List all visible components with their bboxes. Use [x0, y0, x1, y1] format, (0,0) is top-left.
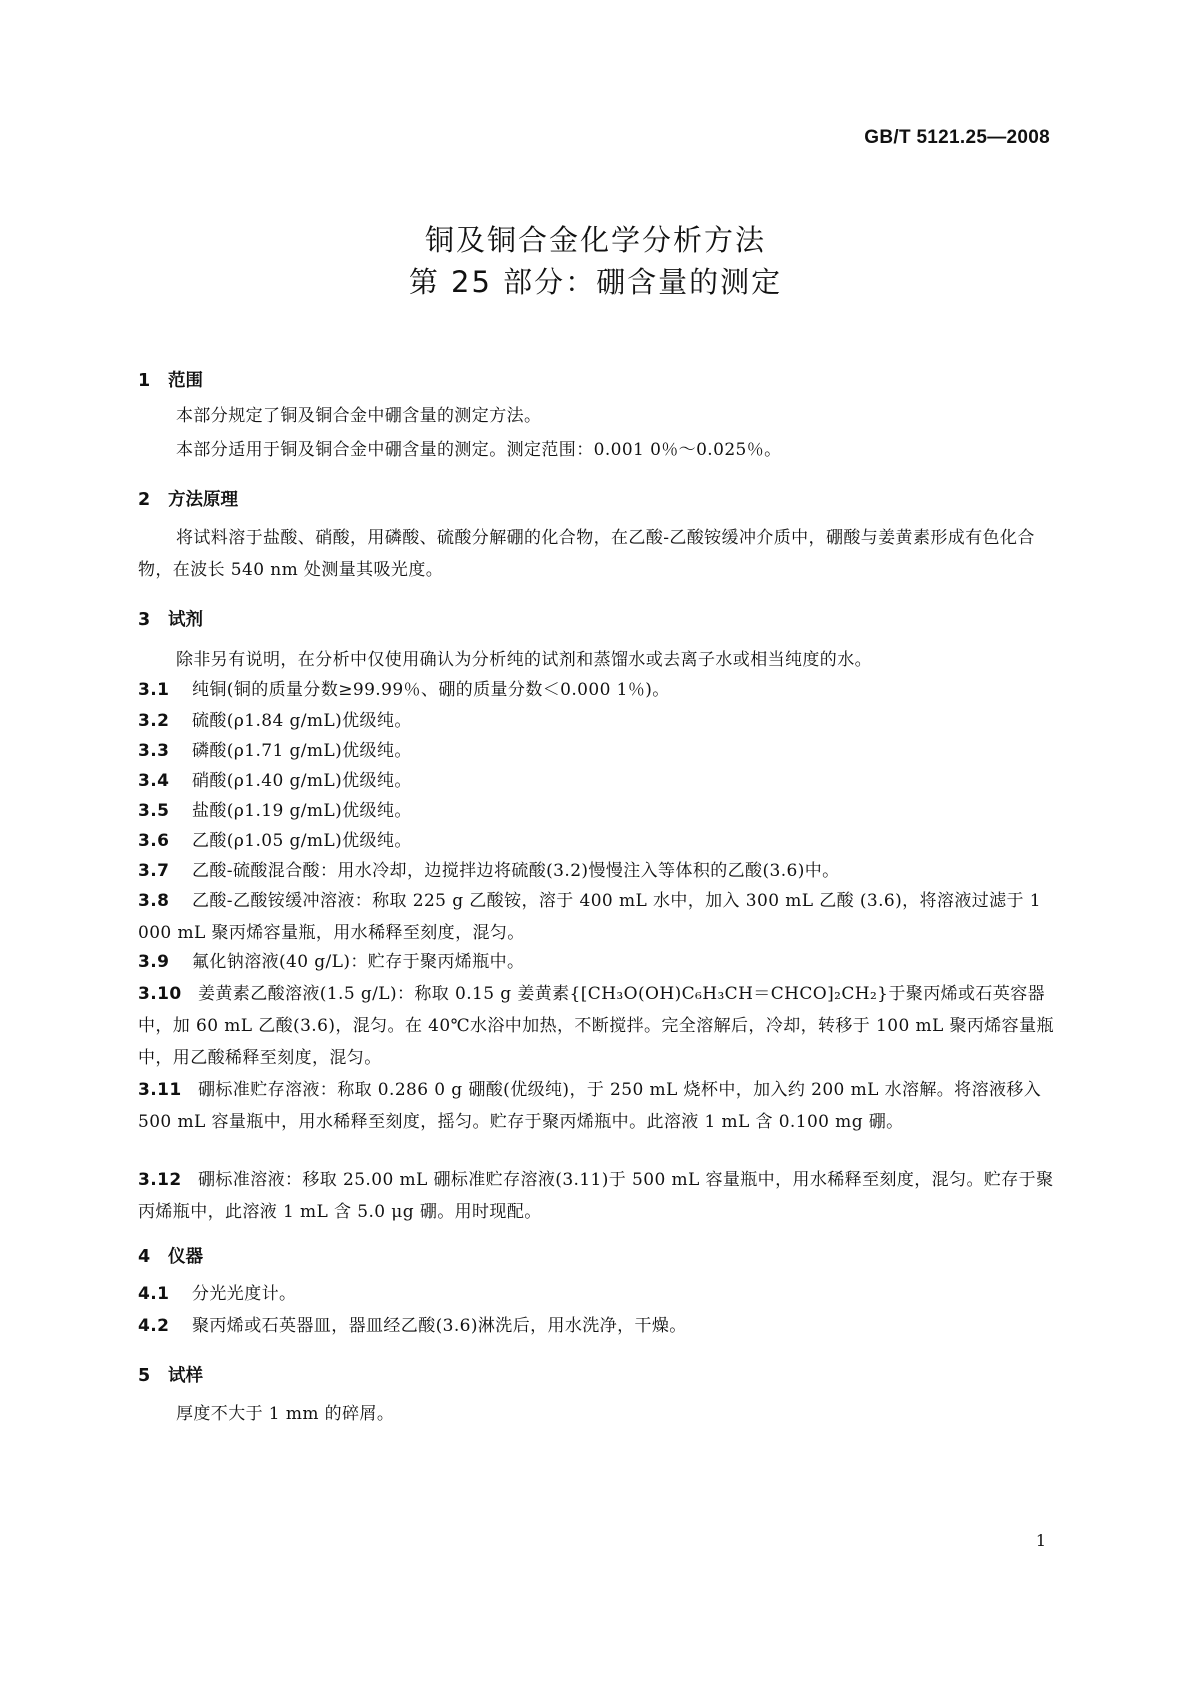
item-text: 姜黄素乙酸溶液(1.5 g/L)：称取 0.15 g 姜黄素{[CH₃O(OH)C₆H₃CH＝CHCO]₂CH₂}于聚丙烯或石英容器中，加 60 mL 乙酸(3.6)，混匀。在 40℃水浴中加热，不断搅拌。完全溶解后，冷却，转移于 100 mL 聚丙烯容量瓶中，用乙酸稀释至刻度，混匀。: [138, 984, 1054, 1068]
item-number: 3.5: [138, 801, 170, 821]
item-text: 硼标准溶液：移取 25.00 mL 硼标准贮存溶液(3.11)于 500 mL 容量瓶中，用水稀释至刻度，混匀。贮存于聚丙烯瓶中，此溶液 1 mL 含 5.0 μg 硼。用时现配。: [138, 1170, 1054, 1222]
list-item: [138, 765, 1063, 797]
item-text: 盐酸(ρ1.19 g/mL)优级纯。: [192, 801, 412, 821]
list-item: [138, 1278, 1063, 1310]
section-title: 范围: [168, 371, 203, 391]
list-item: [138, 1074, 1063, 1138]
item-number: 3.7: [138, 861, 170, 881]
paragraph: 厚度不大于 1 mm 的碎屑。: [176, 1404, 395, 1424]
item-text: 硫酸(ρ1.84 g/mL)优级纯。: [192, 711, 412, 731]
section-number: 1: [138, 371, 151, 391]
paragraph: 将试料溶于盐酸、硝酸，用磷酸、硫酸分解硼的化合物，在乙酸-乙酸铵缓冲介质中，硼酸与姜黄素形成有色化合物，在波长 540 nm 处测量其吸光度。: [138, 528, 1035, 580]
item-text: 乙酸-硫酸混合酸：用水冷却，边搅拌边将硫酸(3.2)慢慢注入等体积的乙酸(3.6)中。: [192, 861, 840, 881]
item-text: 硝酸(ρ1.40 g/mL)优级纯。: [192, 771, 412, 791]
item-text: 磷酸(ρ1.71 g/mL)优级纯。: [192, 741, 412, 761]
list-item: [138, 825, 1063, 857]
section-number: 5: [138, 1366, 151, 1386]
page-number: 1: [1035, 1531, 1046, 1550]
item-number: 3.11: [138, 1080, 182, 1100]
list-item: [138, 855, 1063, 887]
item-number: 3.8: [138, 891, 170, 911]
item-number: 3.4: [138, 771, 170, 791]
section-3-heading: [138, 606, 203, 631]
item-text: 乙酸-乙酸铵缓冲溶液：称取 225 g 乙酸铵，溶于 400 mL 水中，加入 300 mL 乙酸 (3.6)，将溶液过滤于 1 000 mL 聚丙烯容量瓶，用水稀释至刻度，混匀。: [138, 891, 1041, 943]
paragraph: 本部分规定了铜及铜合金中硼含量的测定方法。: [176, 406, 542, 426]
section-4-heading: [138, 1243, 203, 1268]
item-number: 3.12: [138, 1170, 182, 1190]
section-number: 4: [138, 1247, 151, 1267]
item-number: 4.2: [138, 1316, 170, 1336]
paragraph: 本部分适用于铜及铜合金中硼含量的测定。测定范围：0.001 0％～0.025％。: [176, 440, 782, 460]
item-number: 3.9: [138, 952, 170, 972]
list-item: [138, 978, 1063, 1074]
standard-number: GB/T 5121.25—2008: [864, 127, 1050, 148]
list-item: [138, 705, 1063, 737]
item-text: 纯铜(铜的质量分数≥99.99％、硼的质量分数＜0.000 1％)。: [192, 680, 670, 700]
item-number: 4.1: [138, 1284, 170, 1304]
item-number: 3.2: [138, 711, 170, 731]
section-number: 2: [138, 490, 151, 510]
paragraph: 除非另有说明，在分析中仅使用确认为分析纯的试剂和蒸馏水或去离子水或相当纯度的水。: [176, 650, 872, 670]
item-text: 分光光度计。: [192, 1284, 297, 1304]
section-title: 仪器: [168, 1247, 203, 1267]
list-item: [138, 1310, 1063, 1342]
list-item: [138, 674, 1063, 706]
item-text: 硼标准贮存溶液：称取 0.286 0 g 硼酸(优级纯)，于 250 mL 烧杯中，加入约 200 mL 水溶解。将溶液移入 500 mL 容量瓶中，用水稀释至刻度，摇匀。贮存于聚丙烯瓶中。此溶液 1 mL 含 0.100 mg 硼。: [138, 1080, 1042, 1132]
section-title: 方法原理: [168, 490, 238, 510]
item-number: 3.3: [138, 741, 170, 761]
item-number: 3.6: [138, 831, 170, 851]
document-title-line2: 第 25 部分：硼含量的测定: [408, 265, 783, 299]
item-number: 3.1: [138, 680, 170, 700]
section-2-heading: [138, 486, 238, 511]
item-text: 氟化钠溶液(40 g/L)：贮存于聚丙烯瓶中。: [192, 952, 525, 972]
item-text: 乙酸(ρ1.05 g/mL)优级纯。: [192, 831, 412, 851]
list-item: [138, 1164, 1063, 1228]
section-5-heading: [138, 1362, 203, 1387]
section-1-heading: [138, 367, 203, 392]
section-title: 试样: [168, 1366, 203, 1386]
list-item: [138, 735, 1063, 767]
item-text: 聚丙烯或石英器皿，器皿经乙酸(3.6)淋洗后，用水洗净，干燥。: [192, 1316, 687, 1336]
section-title: 试剂: [168, 610, 203, 630]
document-title-line1: 铜及铜合金化学分析方法: [424, 223, 766, 257]
list-item: [138, 795, 1063, 827]
item-number: 3.10: [138, 984, 182, 1004]
list-item: [138, 946, 1063, 978]
section-number: 3: [138, 610, 151, 630]
list-item: [138, 885, 1063, 949]
